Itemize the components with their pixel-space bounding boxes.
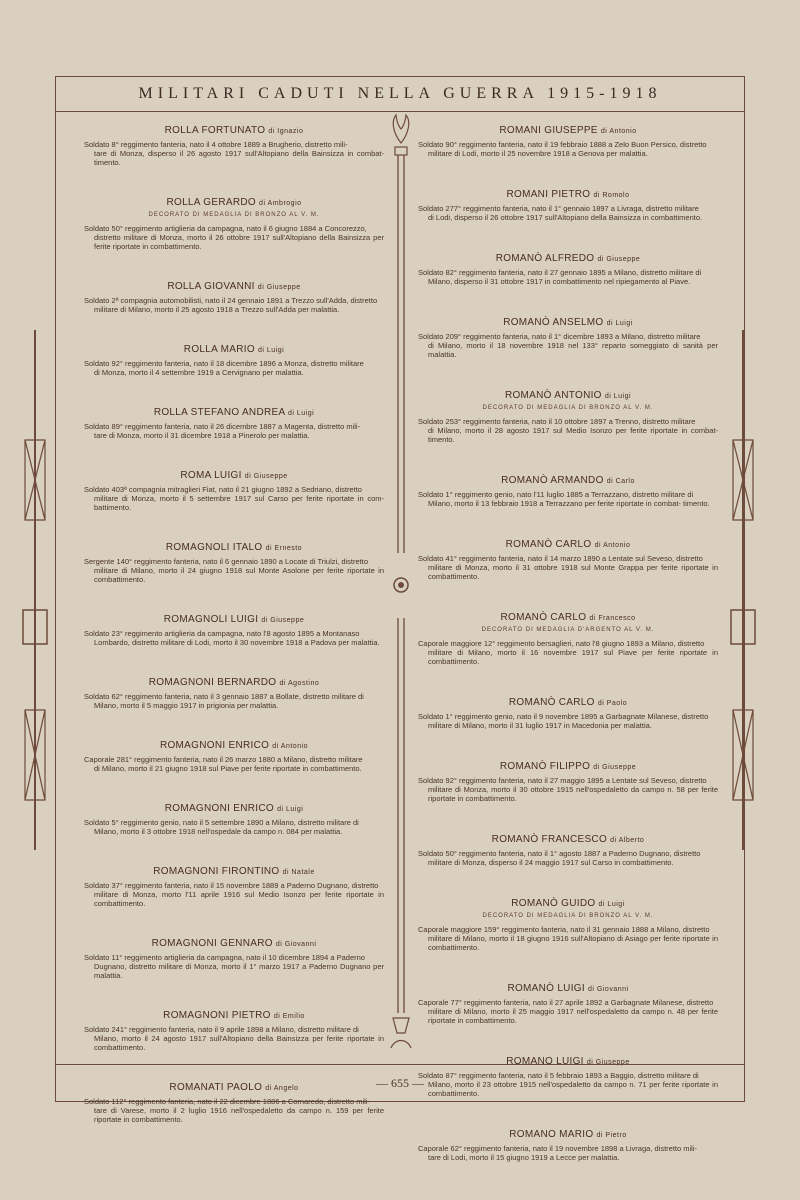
entry-text-first-line: Soldato 5° reggimento genio, nato il 5 settembre 1890 a Milano, distretto militare di	[84, 818, 359, 827]
entry-text-first-line: Soldato 92° reggimento fanteria, nato il 18 dicembre 1896 a Monza, distretto militare	[84, 359, 364, 368]
entry-name	[418, 475, 718, 486]
entry-text-rest: tare di Monza, morto il 31 dicembre 1918 a Pinerolo per malattia.	[94, 431, 310, 440]
entry-name	[418, 898, 718, 909]
entry	[84, 677, 384, 710]
entry-parentage: di Luigi	[287, 410, 315, 417]
entry-text-rest: militare di Monza, morto il 31 ottobre 1918 sul Monte Grappa per ferite riportate in combattimento.	[428, 563, 718, 581]
entry	[84, 125, 384, 167]
entry-parentage: di Alberto	[610, 837, 645, 844]
entry-parentage: di Luigi	[598, 901, 625, 908]
entry-parentage: di Agostino	[279, 680, 320, 687]
entry-name-text: ROLLA STEFANO ANDREA	[153, 407, 285, 418]
entry-parentage: di Ambrogio	[259, 200, 302, 207]
entry-name	[84, 740, 384, 751]
side-ornament-left	[20, 330, 50, 850]
entry-text	[418, 849, 718, 867]
entry	[84, 614, 384, 647]
entry	[84, 542, 384, 584]
entry-parentage: di Natale	[282, 869, 315, 876]
entry	[418, 539, 718, 581]
entry-text	[84, 557, 384, 584]
entry-text	[418, 332, 718, 359]
entry-name-text: ROMANÒ LUIGI	[507, 983, 585, 994]
entry-name-text: ROMANO LUIGI	[506, 1056, 584, 1067]
entry-text	[84, 818, 384, 836]
entry-text-first-line: Soldato 92° reggimento fanteria, nato il 27 maggio 1895 a Lentate sul Seveso, distretto	[418, 776, 707, 785]
entry-text-first-line: Soldato 62° reggimento fanteria, nato il 3 gennaio 1887 a Bollate, distretto militare di	[84, 692, 364, 701]
entry	[418, 834, 718, 867]
entry-name	[418, 539, 718, 550]
entry-parentage: di Antonio	[272, 743, 309, 750]
entry-text	[84, 485, 384, 512]
entry-name	[84, 197, 384, 208]
entry-text-rest: militare di Monza, disperso il 24 maggio 1917 sul Carso in combattimento.	[428, 858, 674, 867]
entry-text-rest: tare di Monza, disperso il 26 agosto 1917 sull'Altopiano della Bainsizza in combat- timento.	[94, 149, 384, 167]
entry-text-first-line: Soldato 89° reggimento fanteria, nato il 26 dicembre 1887 a Magenta, distretto mili-	[84, 422, 361, 431]
entry-text-first-line: Caporale maggiore 159° reggimento fanteria, nato il 31 gennaio 1888 a Milano, distretto	[418, 925, 710, 934]
entry-text-rest: Dugnano, distretto militare di Monza, morto il 1° marzo 1917 a Paderno Dugnano per malattia.	[94, 962, 384, 980]
entry	[418, 475, 718, 508]
entry-text-rest: militare di Milano, morto il 31 luglio 1917 in Macedonia per malattia.	[428, 721, 652, 730]
entry-text-rest: Milano, morto il 23 ottobre 1915 nell'ospedaletto da campo n. 71 per ferite riportate in combattimento.	[428, 1080, 718, 1098]
entry	[84, 1010, 384, 1052]
entry-text-first-line: Soldato 277° reggimento fanteria, nato il 1° gennaio 1897 a Livraga, distretto militare	[418, 204, 699, 213]
entry-parentage: di Antonio	[594, 542, 631, 549]
entry-name	[84, 677, 384, 688]
entry-text-first-line: Soldato 1° reggimento genio, nato il 9 novembre 1895 a Garbagnate Milanese, distretto	[418, 712, 709, 721]
entry-name-text: ROMANATI PAOLO	[169, 1082, 263, 1093]
entry-text-rest: di Milano, morto il 21 giugno 1918 sul Piave per ferite riportate in combattimento.	[94, 764, 362, 773]
entry-text-first-line: Soldato 50° reggimento fanteria, nato il 1° agosto 1887 a Paderno Dugnano, distretto	[418, 849, 701, 858]
entry-name-text: ROMANO MARIO	[509, 1129, 594, 1140]
entry-text-first-line: Soldato 37° reggimento fanteria, nato il 15 novembre 1889 a Paderno Dugnano, distretto	[84, 881, 379, 890]
entry-parentage: di Giuseppe	[593, 764, 637, 771]
entry	[418, 761, 718, 803]
entry-text-rest: di Monza, morto il 4 settembre 1919 a Cervignano per malattia.	[94, 368, 304, 377]
entry-parentage: di Giuseppe	[257, 284, 301, 291]
entry-name	[418, 983, 718, 994]
entry-name	[418, 612, 718, 623]
entry-parentage: di Giuseppe	[586, 1059, 630, 1066]
entry-text-rest: distretto militare di Monza, morto il 26 ottobre 1917 sull'Altopiano della Bainsizza per ferite riportate in combattimento.	[94, 233, 384, 251]
entry-text-rest: militare di Milano, morto il 16 novembre 1917 sul Piave per ferite riportate in combattimento.	[428, 648, 718, 666]
entry-text-first-line: Soldato 403ª compagnia mitraglieri Fiat, nato il 21 giugno 1892 a Sedriano, distretto	[84, 485, 362, 494]
entry-text-first-line: Caporale 281° reggimento fanteria, nato il 26 marzo 1880 a Milano, distretto militare	[84, 755, 363, 764]
entry-text-rest: Milano, morto il 24 agosto 1917 sull'Altopiano della Bainsizza per ferite riportate in combattimento.	[94, 1034, 384, 1052]
entry-name	[84, 281, 384, 292]
entry-text	[84, 953, 384, 980]
entry-text	[84, 881, 384, 908]
entry	[418, 390, 718, 444]
entry-text-rest: militare di Milano, morto il 24 giugno 1918 sul Monte Asolone per ferite riportate in combattimento.	[94, 566, 384, 584]
entry-text	[418, 776, 718, 803]
entry-text	[84, 296, 384, 314]
entry-text-first-line: Soldato 41° reggimento fanteria, nato il 14 marzo 1890 a Lentate sul Seveso, distretto	[418, 554, 703, 563]
entry-text-first-line: Soldato 1° reggimento genio, nato l'11 luglio 1885 a Terrazzano, distretto militare di	[418, 490, 694, 499]
right-column	[418, 125, 718, 1193]
entry-name-text: ROMAGNOLI LUIGI	[163, 614, 259, 625]
entry	[84, 407, 384, 440]
entry-text	[84, 1097, 384, 1124]
entry	[84, 938, 384, 980]
entry-text-rest: di Lodi, disperso il 26 ottobre 1917 sull'Altopiano della Bainsizza in combattimento.	[428, 213, 703, 222]
entry-text-rest: militare di Monza, morto il 5 settembre 1917 sul Carso per ferite riportate in com- battimento.	[94, 494, 384, 512]
entry-text-rest: militare di Monza, morto l'11 aprile 1916 sul Medio Isonzo per ferite riportate in combattimento.	[94, 890, 384, 908]
entry-name-text: ROLLA MARIO	[183, 344, 255, 355]
entry-text-first-line: Soldato 82° reggimento fanteria, nato il 27 gennaio 1895 a Milano, distretto militare di	[418, 268, 702, 277]
entry-text	[418, 925, 718, 952]
entry-parentage: di Luigi	[606, 320, 633, 327]
entry-parentage: di Ignazio	[268, 128, 304, 135]
entry-text-rest: militare di Milano, morto il 25 agosto 1918 a Trezzo sull'Adda per malattia.	[94, 305, 340, 314]
entry-parentage: di Giovanni	[588, 986, 629, 993]
page-frame	[55, 76, 745, 1162]
entry-text-rest: militare di Monza, morto il 30 ottobre 1915 nell'ospedaletto da campo n. 58 per ferite riportate in combattimento.	[428, 785, 718, 803]
entry-text	[418, 998, 718, 1025]
page-title: MILITARI CADUTI NELLA GUERRA 1915-1918	[56, 77, 744, 112]
entry-name-text: ROMANÒ ANSELMO	[503, 317, 604, 328]
entry	[84, 344, 384, 377]
entry-text-first-line: Caporale 62° reggimento fanteria, nato il 19 novembre 1898 a Livraga, distretto mili-	[418, 1144, 697, 1153]
entry-name	[84, 938, 384, 949]
entry-text-first-line: Soldato 87° reggimento fanteria, nato il 5 febbraio 1893 a Baggio, distretto militare di	[418, 1071, 699, 1080]
entry-text-rest: militare di Lodi, morto il 25 novembre 1918 a Genova per malattia.	[428, 149, 648, 158]
entry-name	[84, 614, 384, 625]
entry-text-first-line: Caporale 77° reggimento fanteria, nato il 27 aprile 1892 a Garbagnate Milanese, distretto	[418, 998, 714, 1007]
entry	[418, 612, 718, 666]
entry-text-rest: Milano, disperso il 31 ottobre 1917 in combattimento nel ripiegamento al Piave.	[428, 277, 691, 286]
entry-name-text: ROMANÒ CARLO	[505, 539, 592, 550]
entry-name	[418, 125, 718, 136]
entry	[84, 470, 384, 512]
entry-text-rest: di Milano, morto il 18 novembre 1918 nel 133° reparto someggiato di sanità per malattia.	[428, 341, 718, 359]
entry-name	[84, 866, 384, 877]
entry-name	[418, 189, 718, 200]
entry-text	[418, 204, 718, 222]
entry-parentage: di Pietro	[596, 1132, 627, 1139]
entry-text-first-line: Soldato 50° reggimento artiglieria da campagna, nato il 6 giugno 1884 a Concorezzo,	[84, 224, 367, 233]
entry-name-text: ROMAGNONI ENRICO	[164, 803, 274, 814]
entry-text	[418, 140, 718, 158]
entry	[84, 866, 384, 908]
entry-parentage: di Antonio	[600, 128, 637, 135]
column-divider-torch-icon	[387, 113, 415, 1063]
entry-name-text: ROMANI PIETRO	[506, 189, 591, 200]
entry-parentage: di Giuseppe	[261, 617, 305, 624]
entry-name	[418, 834, 718, 845]
entry-decoration: DECORATO DI MEDAGLIA DI BRONZO AL V. M.	[482, 405, 654, 411]
entry-name	[418, 697, 718, 708]
entry-text	[418, 554, 718, 581]
entry-name	[84, 470, 384, 481]
entry	[418, 125, 718, 158]
entry-name-text: ROMANI GIUSEPPE	[499, 125, 598, 136]
entry-name-text: ROMANÒ ALFREDO	[495, 253, 595, 264]
entry-name-text: ROMAGNONI BERNARDO	[148, 677, 277, 688]
entry-text	[84, 359, 384, 377]
entry-text	[418, 639, 718, 666]
entry-text	[84, 1025, 384, 1052]
entry-decoration: DECORATO DI MEDAGLIA DI BRONZO AL V. M.	[482, 913, 654, 919]
entry-decoration: DECORATO DI MEDAGLIA D'ARGENTO AL V. M.	[481, 627, 655, 633]
entry-text-rest: militare di Milano, morto il 25 maggio 1917 nell'ospedaletto da campo n. 48 per ferite riportate in combattimento.	[428, 1007, 718, 1025]
entry-name	[418, 390, 718, 401]
entry-text-first-line: Soldato 23° reggimento artiglieria da campagna, nato l'8 agosto 1895 a Montanaso	[84, 629, 360, 638]
entry-text-rest: militare di Milano, morto il 18 giugno 1916 sull'Altopiano di Asiago per ferite riportate in combattimento.	[428, 934, 718, 952]
entry-parentage: di Luigi	[604, 393, 632, 400]
entry	[418, 1129, 718, 1162]
entry-text-first-line: Soldato 241° reggimento fanteria, nato il 9 aprile 1898 a Milano, distretto militare di	[84, 1025, 359, 1034]
entry-text-first-line: Soldato 209° reggimento fanteria, nato il 1° dicembre 1893 a Milano, distretto militare	[418, 332, 701, 341]
entry	[84, 281, 384, 314]
entry-text-rest: Milano, morto il 3 ottobre 1918 nell'ospedale da campo n. 084 per malattia.	[94, 827, 343, 836]
entry-name-text: ROMANÒ FRANCESCO	[491, 834, 608, 845]
entry-text-first-line: Soldato 253° reggimento fanteria, nato il 10 ottobre 1897 a Trenno, distretto militare	[418, 417, 696, 426]
entry-name	[418, 317, 718, 328]
entry-text-rest: Lombardo, distretto militare di Lodi, morto il 30 novembre 1918 a Padova per malattia.	[94, 638, 380, 647]
entry-text	[418, 1144, 718, 1162]
entry-text	[418, 268, 718, 286]
entry-parentage: di Giovanni	[275, 941, 317, 948]
entry	[418, 317, 718, 359]
entry-name-text: ROLLA FORTUNATO	[164, 125, 266, 136]
entry-name-text: ROMAGNONI PIETRO	[163, 1010, 271, 1021]
entry-text-first-line: Soldato 8° reggimento fanteria, nato il 4 ottobre 1889 a Brugherio, distretto mili-	[84, 140, 348, 149]
entry-name	[84, 803, 384, 814]
entry	[418, 983, 718, 1025]
entry-name-text: ROMAGNOLI ITALO	[165, 542, 263, 553]
entry-name	[84, 1010, 384, 1021]
entry	[418, 697, 718, 730]
entry	[84, 197, 384, 251]
entry	[418, 898, 718, 952]
entry-parentage: di Romolo	[593, 192, 630, 199]
entry-text-first-line: Sergente 140° reggimento fanteria, nato il 6 gennaio 1890 a Locate di Triulzi, distretto	[84, 557, 369, 566]
entry-text	[418, 490, 718, 508]
entry-parentage: di Giuseppe	[597, 256, 641, 263]
entry-text	[84, 755, 384, 773]
entry-parentage: di Luigi	[258, 347, 285, 354]
entry-text-rest: tare di Varese, morto il 2 luglio 1916 nell'ospedaletto da campo n. 159 per ferite riportate in combattimento.	[94, 1106, 384, 1124]
entry-name	[418, 1129, 718, 1140]
entry-parentage: di Angelo	[265, 1085, 299, 1092]
entry	[84, 740, 384, 773]
entry	[418, 253, 718, 286]
entry-name-text: ROMANÒ FILIPPO	[499, 761, 591, 772]
entry-text	[84, 224, 384, 251]
left-column	[84, 125, 384, 1154]
entry-text-first-line: Soldato 2ª compagnia automobilisti, nato il 24 gennaio 1891 a Trezzo sull'Adda, distretto	[84, 296, 378, 305]
entry-name	[84, 407, 384, 418]
entry-text-first-line: Soldato 112° reggimento fanteria, nato il 22 dicembre 1886 a Cornaredo, distretto mili-	[84, 1097, 370, 1106]
entry-text	[418, 417, 718, 444]
entry-text	[84, 629, 384, 647]
entry	[84, 803, 384, 836]
entry-text-first-line: Caporale maggiore 12° reggimento bersaglieri, nato l'8 giugno 1893 a Milano, distretto	[418, 639, 705, 648]
entry-decoration: DECORATO DI MEDAGLIA DI BRONZO AL V. M.	[148, 212, 320, 218]
entry-name-text: ROMAGNONI ENRICO	[159, 740, 270, 751]
entry-text-rest: Milano, morto il 13 febbraio 1918 a Terrazzano per ferite riportate in combat- timento.	[428, 499, 710, 508]
entry-name-text: ROLLA GERARDO	[166, 197, 256, 208]
entry-name	[84, 344, 384, 355]
entry-name-text: ROLLA GIOVANNI	[167, 281, 255, 292]
entry-parentage: di Luigi	[277, 806, 304, 813]
entry-parentage: di Emilio	[273, 1013, 305, 1020]
entry-text	[84, 692, 384, 710]
entry-parentage: di Paolo	[597, 700, 628, 707]
entry-text-rest: Milano, morto il 5 maggio 1917 in prigionia per malattia.	[94, 701, 279, 710]
entry-name-text: ROMAGNONI FIRONTINO	[153, 866, 280, 877]
entry-parentage: di Carlo	[606, 478, 635, 485]
entry-name-text: ROMANÒ CARLO	[500, 612, 587, 623]
entry-name-text: ROMANÒ GUIDO	[511, 898, 596, 909]
entry-name	[84, 125, 384, 136]
entry-text	[418, 712, 718, 730]
entry-parentage: di Francesco	[589, 615, 636, 622]
entry-name	[418, 761, 718, 772]
entry-parentage: di Giuseppe	[244, 473, 288, 480]
entry-name-text: ROMANÒ CARLO	[508, 697, 595, 708]
entry-text-rest: tare di Lodi, morto il 15 giugno 1919 a Lecce per malattia.	[428, 1153, 620, 1162]
entry-name-text: ROMANÒ ANTONIO	[504, 390, 602, 401]
entry-text-first-line: Soldato 90° reggimento fanteria, nato il 19 febbraio 1888 a Zelo Buon Persico, distretto	[418, 140, 707, 149]
entry-text	[84, 140, 384, 167]
entry	[418, 189, 718, 222]
entry-name	[418, 253, 718, 264]
entry-name	[84, 542, 384, 553]
entry-text-rest: di Milano, morto il 28 agosto 1917 sul Medio Isonzo per ferite riportate in combat- timento.	[428, 426, 718, 444]
entry-name-text: ROMANÒ ARMANDO	[501, 475, 604, 486]
entry-text	[84, 422, 384, 440]
entry-name-text: ROMA LUIGI	[180, 470, 242, 481]
entry-name-text: ROMAGNONI GENNARO	[151, 938, 273, 949]
entry-text-first-line: Soldato 11° reggimento artiglieria da campagna, nato il 10 dicembre 1894 a Paderno	[84, 953, 365, 962]
page-number: — 655 —	[56, 1064, 744, 1101]
entry-parentage: di Ernesto	[265, 545, 303, 552]
